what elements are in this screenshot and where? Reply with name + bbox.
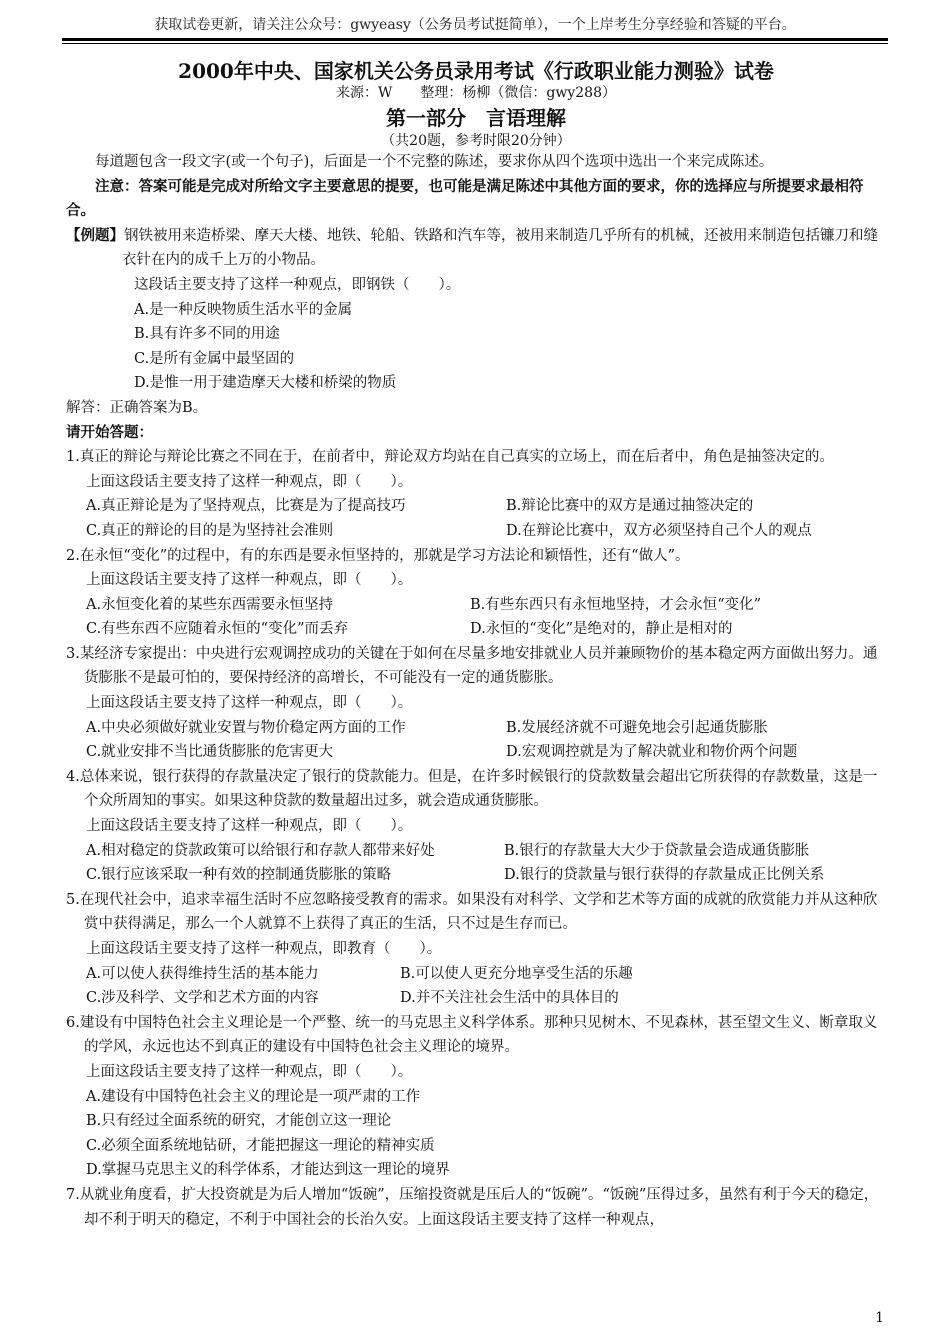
option-row (66, 986, 886, 1011)
option-a: A.可以使人获得维持生活的基本能力 (86, 965, 319, 982)
example-option-a: A.是一种反映物质生活水平的金属 (134, 301, 353, 318)
option-row (66, 494, 886, 519)
option-a: A.相对稳定的贷款政策可以给银行和存款人都带来好处 (86, 842, 435, 859)
option-a: A.真正辩论是为了坚持观点，比赛是为了提高技巧 (86, 498, 406, 515)
question-stem: 上面这段话主要支持了这样一种观点，即（ ）。 (86, 818, 413, 835)
example-option-c: C.是所有金属中最坚固的 (134, 350, 295, 367)
question-7 (66, 1183, 886, 1232)
header-rule-thin (62, 43, 888, 44)
option-d: D.在辩论比赛中，双方必须坚持自己个人的观点 (506, 522, 812, 539)
question-2 (66, 544, 886, 642)
question-stem: 上面这段话主要支持了这样一种观点，即（ ）。 (86, 1063, 413, 1080)
question-3 (66, 642, 886, 765)
option-b: B.银行的存款量大大少于贷款量会造成通货膨胀 (504, 842, 810, 859)
option-row (66, 593, 886, 618)
header-rule-thick (62, 38, 888, 41)
question-text: 7.从就业角度看，扩大投资就是为后人增加“饭碗”，压缩投资就是压后人的“饭碗”。“饭碗”压得过多，虽然有利于今天的稳定，却不利于明天的稳定，不利于中国社会的长治久安。上面这段话主要支持了这样一种观点， (66, 1186, 879, 1228)
source-line: 来源：W 整理：杨柳（微信：gwy288） (336, 85, 616, 101)
option-b: B.有些东西只有永恒地坚持，才会永恒“变化” (470, 596, 762, 613)
option-a: A.建设有中国特色社会主义的理论是一项严肃的工作 (86, 1088, 421, 1105)
option-c: C.银行应该采取一种有效的控制通货膨胀的策略 (86, 867, 392, 884)
option-b: B.只有经过全面系统的研究，才能创立这一理论 (86, 1113, 392, 1130)
option-b: B.可以使人更充分地享受生活的乐趣 (400, 965, 633, 982)
question-1 (66, 445, 886, 543)
example-body: 钢铁被用来造桥梁、摩天大楼、地铁、轮船、铁路和汽车等，被用来制造几乎所有的机械，还被用来制造包括镰刀和缝衣针在内的成千上万的小物品。 (122, 227, 878, 269)
part-subtitle: （共20题，参考时限20分钟） (381, 133, 571, 149)
example-block (66, 224, 886, 421)
question-text: 4.总体来说，银行获得的存款量决定了银行的贷款能力。但是，在许多时候银行的贷款数量会超出它所获得的存款数量，这是一个众所周知的事实。如果这种贷款的数量超出过多，就会造成通货膨胀。 (66, 768, 878, 810)
question-6 (66, 1011, 886, 1183)
question-5 (66, 888, 886, 1011)
header-note: 获取试卷更新，请关注公众号：gwyeasy（公务员考试挺简单），一个上岸考生分享经验和答疑的平台。 (154, 17, 796, 33)
question-text: 1.真正的辩论与辩论比赛之不同在于，在前者中，辩论双方均站在自己真实的立场上，而在后者中，角色是抽签决定的。 (66, 449, 834, 466)
option-d: D.宏观调控就是为了解决就业和物价两个问题 (506, 744, 798, 761)
option-b: B.辩论比赛中的双方是通过抽签决定的 (506, 498, 754, 515)
question-stem: 上面这段话主要支持了这样一种观点，即（ ）。 (86, 695, 413, 712)
option-c: C.真正的辩论的目的是为坚持社会准则 (86, 522, 334, 539)
example-label: 【例题】 (66, 226, 124, 244)
example-answer: 解答：正确答案为B。 (66, 399, 208, 416)
notice-paragraph: 注意：答案可能是完成对所给文字主要意思的提要，也可能是满足陈述中其他方面的要求，你的选择应与所提要求最相符合。 (66, 177, 864, 220)
option-row (66, 617, 886, 642)
exam-title: 2000年中央、国家机关公务员录用考试《行政职业能力测验》试卷 (178, 59, 774, 83)
option-c: C.有些东西不应随着永恒的“变化”而丢弃 (86, 621, 349, 638)
option-a: A.中央必须做好就业安置与物价稳定两方面的工作 (86, 719, 406, 736)
option-row (66, 716, 886, 741)
example-text (66, 224, 886, 273)
example-stem: 这段话主要支持了这样一种观点，即钢铁（ ）。 (134, 276, 461, 293)
part-title: 第一部分 言语理解 (386, 106, 566, 130)
option-row (66, 519, 886, 544)
question-stem: 上面这段话主要支持了这样一种观点，即（ ）。 (86, 572, 413, 589)
question-text: 3.某经济专家提出：中央进行宏观调控成功的关键在于如何在尽量多地安排就业人员并兼顾物价的基本稳定两方面做出努力。通货膨胀不是最可怕的，要保持经济的高增长，不可能没有一定的通货膨胀。 (66, 645, 878, 687)
start-label: 请开始答题： (66, 423, 153, 441)
question-stem: 上面这段话主要支持了这样一种观点，即教育（ ）。 (86, 941, 442, 957)
intro-paragraph: 每道题包含一段文字(或一个句子)，后面是一个不完整的陈述，要求你从四个选项中选出一个来完成陈述。 (95, 154, 774, 170)
example-option-b: B.具有许多不同的用途 (134, 326, 280, 343)
option-a: A.永恒变化着的某些东西需要永恒坚持 (86, 596, 334, 613)
question-text: 5.在现代社会中，追求幸福生活时不应忽略接受教育的需求。如果没有对科学、文学和艺术等方面的成就的欣赏能力并从这种欣赏中获得满足，那么一个人就算不上获得了真正的生活，只不过是生存而已。 (66, 891, 878, 933)
option-row (66, 863, 886, 888)
option-d: D.掌握马克思主义的科学体系，才能达到这一理论的境界 (86, 1162, 450, 1179)
option-c: C.必须全面系统地钻研，才能把握这一理论的精神实质 (86, 1137, 435, 1154)
option-b: B.发展经济就不可避免地会引起通货膨胀 (506, 719, 768, 736)
option-row (66, 740, 886, 765)
option-c: C.就业安排不当比通货膨胀的危害更大 (86, 744, 334, 761)
option-d: D.并不关注社会生活中的具体目的 (400, 990, 619, 1007)
page-number: 1 (875, 1310, 884, 1326)
option-d: D.永恒的“变化”是绝对的，静止是相对的 (470, 621, 733, 638)
question-4 (66, 765, 886, 888)
content (66, 58, 886, 1232)
option-row (66, 962, 886, 987)
option-row (66, 839, 886, 864)
question-text: 6.建设有中国特色社会主义理论是一个严整、统一的马克思主义科学体系。那种只见树木、不见森林，甚至望文生义、断章取义的学风，永远也达不到真正的建设有中国特色社会主义理论的境界。 (66, 1014, 878, 1056)
option-d: D.银行的贷款量与银行获得的存款量成正比例关系 (504, 867, 825, 884)
question-stem: 上面这段话主要支持了这样一种观点，即（ ）。 (86, 473, 413, 490)
question-text: 2.在永恒“变化”的过程中，有的东西是要永恒坚持的，那就是学习方法论和颖悟性，还有“做人”。 (66, 547, 690, 564)
example-option-d: D.是惟一用于建造摩天大楼和桥梁的物质 (134, 375, 397, 392)
option-c: C.涉及科学、文学和艺术方面的内容 (86, 990, 319, 1007)
